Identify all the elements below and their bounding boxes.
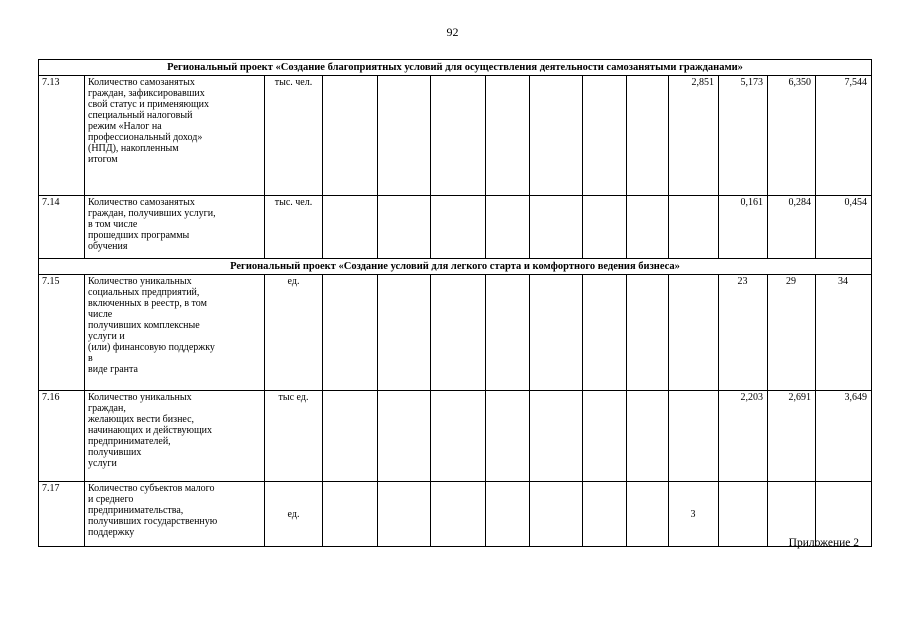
value-cell (530, 196, 583, 259)
value-cell (583, 391, 627, 482)
value-cell: 23 (719, 275, 768, 391)
indicator-name: Количество самозанятых граждан, зафиксировавших свой статус и применяющих специальный налоговый режим «Налог на профессиональный доход» (НПД), накопленным итогом (85, 76, 265, 196)
unit-cell: тыс. чел. (265, 196, 323, 259)
value-cell (378, 482, 431, 547)
value-cell (583, 482, 627, 547)
unit-cell: ед. (265, 275, 323, 391)
value-cell (323, 76, 378, 196)
value-cell (530, 76, 583, 196)
value-cell (627, 482, 669, 547)
value-cell: 5,173 (719, 76, 768, 196)
unit-cell: тыс ед. (265, 391, 323, 482)
value-cell: 0,454 (816, 196, 872, 259)
value-cell: 0,284 (768, 196, 816, 259)
table-row (39, 76, 872, 196)
value-cell: 29 (768, 275, 816, 391)
row-number: 7.16 (39, 391, 85, 482)
page-number: 92 (446, 25, 459, 39)
unit-cell: ед. (265, 482, 323, 547)
value-cell (431, 482, 486, 547)
value-cell (431, 275, 486, 391)
value-cell: 34 (816, 275, 872, 391)
value-cell: 3 (669, 482, 719, 547)
value-cell (669, 275, 719, 391)
row-number: 7.13 (39, 76, 85, 196)
table-row (39, 275, 872, 391)
value-cell: 2,203 (719, 391, 768, 482)
value-cell (486, 391, 530, 482)
value-cell (627, 196, 669, 259)
value-cell (378, 391, 431, 482)
value-cell (486, 482, 530, 547)
section-row-self-employed (39, 60, 872, 76)
value-cell (431, 76, 486, 196)
value-cell (583, 76, 627, 196)
value-cell (719, 482, 768, 547)
value-cell: 0,161 (719, 196, 768, 259)
indicators-table (38, 59, 872, 547)
table-row (39, 482, 872, 547)
unit-cell: тыс. чел. (265, 76, 323, 196)
value-cell (323, 391, 378, 482)
value-cell (378, 275, 431, 391)
table-row (39, 391, 872, 482)
value-cell (378, 196, 431, 259)
appendix-label: Приложение 2 (788, 537, 859, 549)
value-cell (669, 196, 719, 259)
value-cell (583, 196, 627, 259)
value-cell (323, 196, 378, 259)
value-cell (486, 76, 530, 196)
value-cell (530, 391, 583, 482)
value-cell: 7,544 (816, 76, 872, 196)
value-cell (486, 275, 530, 391)
row-number: 7.17 (39, 482, 85, 547)
value-cell (583, 275, 627, 391)
value-cell (378, 76, 431, 196)
indicator-name: Количество уникальных социальных предприятий, включенных в реестр, в том числе получивших комплексные услуги и (или) финансовую поддержку в виде гранта (85, 275, 265, 391)
value-cell: 3,649 (816, 391, 872, 482)
indicator-name: Количество субъектов малого и среднего предпринимательства, получивших государственную поддержку (85, 482, 265, 547)
value-cell (486, 196, 530, 259)
row-number: 7.15 (39, 275, 85, 391)
indicator-name: Количество самозанятых граждан, получивших услуги, в том числе прошедших программы обучения (85, 196, 265, 259)
section-row-business-start (39, 259, 872, 275)
value-cell (627, 275, 669, 391)
value-cell (323, 275, 378, 391)
value-cell (530, 482, 583, 547)
value-cell (431, 196, 486, 259)
value-cell (530, 275, 583, 391)
section-title: Региональный проект «Создание условий для легкого старта и комфортного ведения бизнеса» (39, 259, 872, 275)
value-cell: 2,691 (768, 391, 816, 482)
row-number: 7.14 (39, 196, 85, 259)
value-cell: 6,350 (768, 76, 816, 196)
table-row (39, 196, 872, 259)
indicator-name: Количество уникальных граждан, желающих вести бизнес, начинающих и действующих предпринимателей, получивших услуги (85, 391, 265, 482)
value-cell (627, 391, 669, 482)
value-cell: 2,851 (669, 76, 719, 196)
section-title: Региональный проект «Создание благоприятных условий для осуществления деятельности самозанятыми гражданами» (39, 60, 872, 76)
value-cell (323, 482, 378, 547)
value-cell (431, 391, 486, 482)
value-cell (669, 391, 719, 482)
value-cell (627, 76, 669, 196)
